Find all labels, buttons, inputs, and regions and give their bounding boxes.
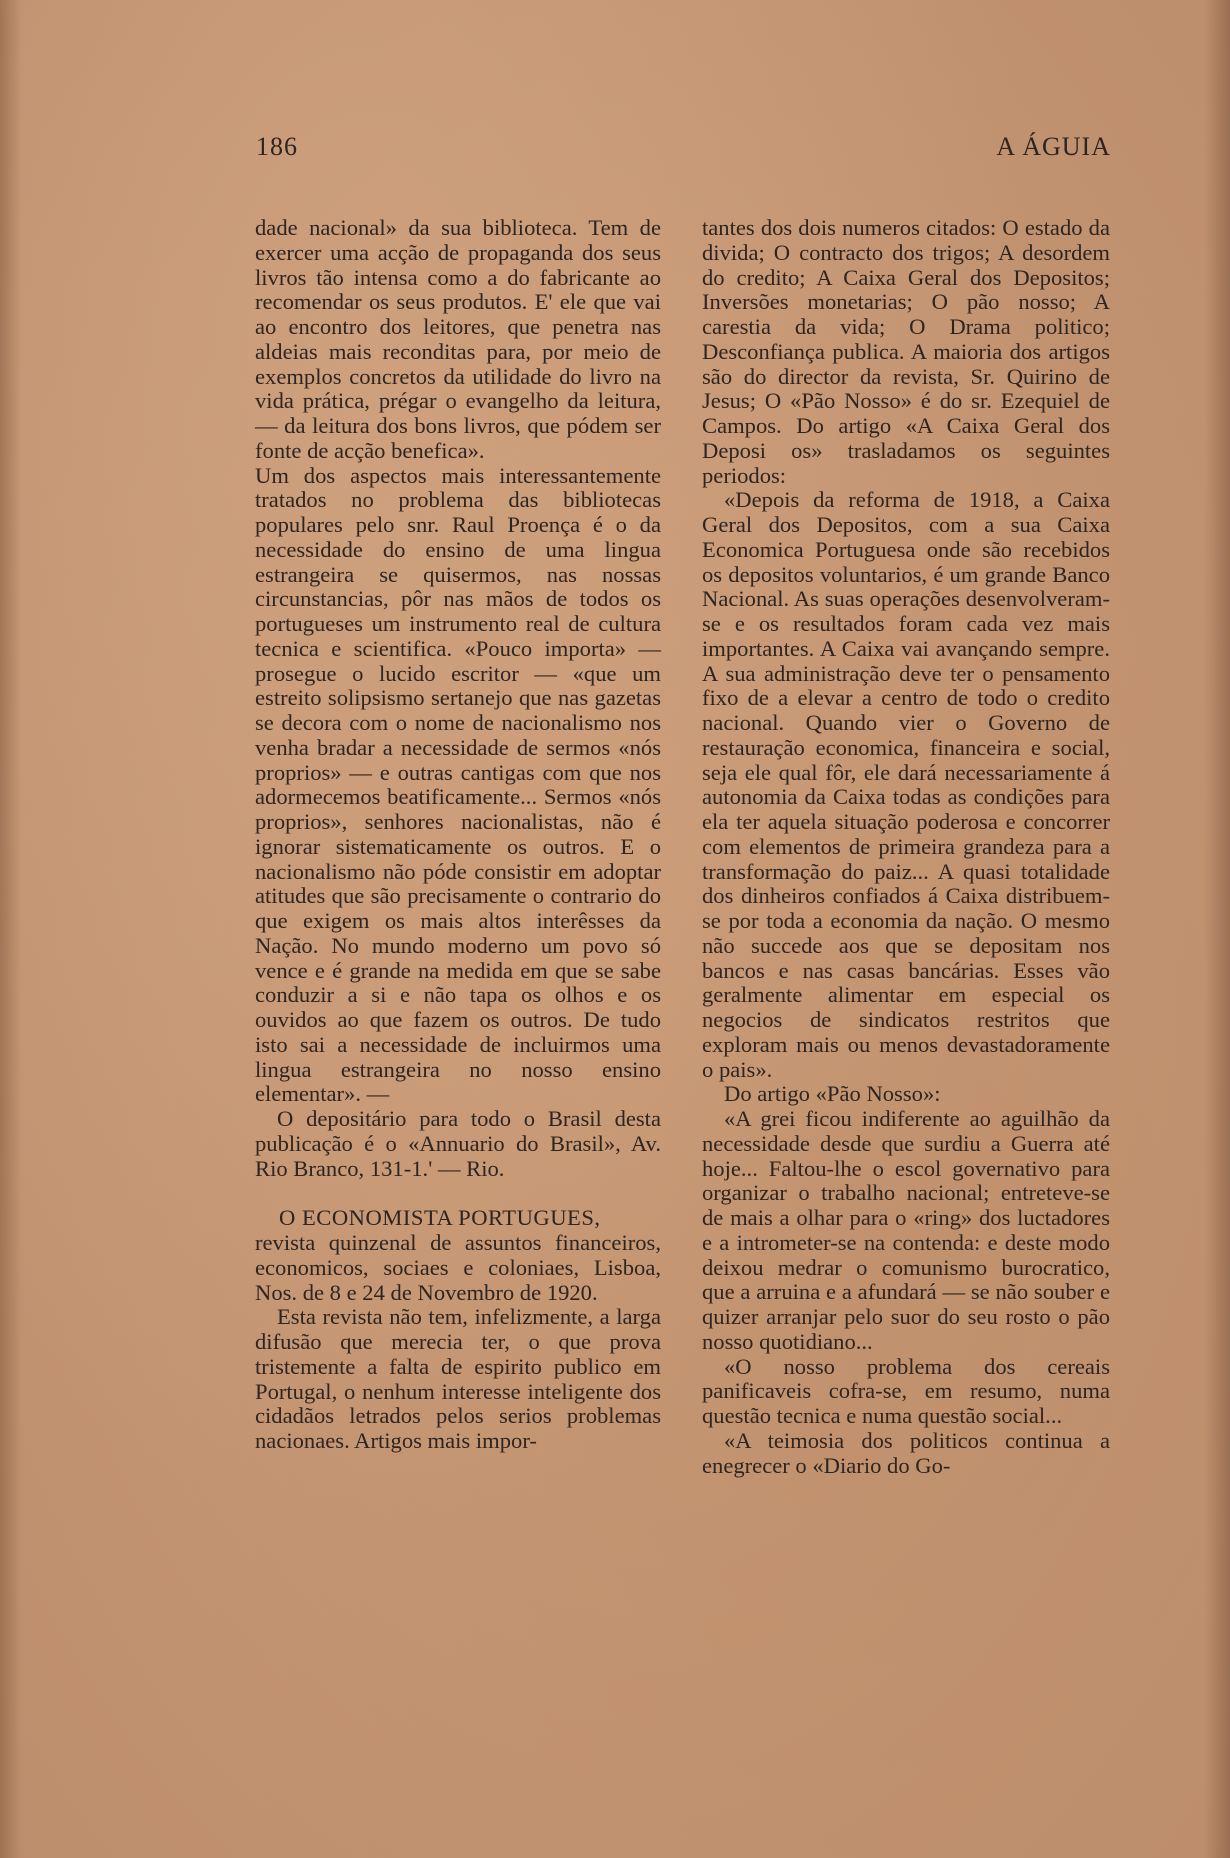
paragraph: «A teimosia dos politicos continua a enegrecer o «Diario do Go- bbox=[702, 1427, 1110, 1478]
page-edge-shadow-left bbox=[0, 0, 22, 1858]
paragraph: tantes dos dois numeros citados: O estado da divida; O contracto dos trigos; A desordem do credito; A Caixa Geral dos Depositos; Inversões monetarias; O pão nosso; A carestia da vida; O Drama politico; Desconfiança publica. A maioria dos artigos são do director da revista, Sr. Quirino de Jesus; O «Pão Nosso» é do sr. Ezequiel de Campos. Do artigo «A Caixa Geral dos Deposi os» trasladamos os seguintes periodos: bbox=[702, 215, 1110, 488]
paragraph: dade nacional» da sua biblioteca. Tem de exercer uma acção de propaganda dos seus livros tão intensa como a do fabricante ao recomendar os seus produtos. E' ele que vai ao encontro dos leitores, que penetra nas aldeias mais reconditas para, por meio de exemplos concretos da utilidade do livro na vida prática, prégar o evangelho da leitura, — da leitura dos bons livros, que pódem ser fonte de acção benefica». bbox=[255, 215, 661, 463]
paragraph: Esta revista não tem, infelizmente, a larga difusão que merecia ter, o que prova tristemente a falta de espirito publico em Portugal, o nenhum interesse inteligente dos cidadãos letrados pelos serios problemas nacionaes. Artigos mais impor- bbox=[255, 1304, 661, 1453]
paragraph: «Depois da reforma de 1918, a Caixa Geral dos Depositos, com a sua Caixa Economica Portuguesa onde são recebidos os depositos voluntarios, é um grande Banco Nacional. As suas operações desenvolveram-se e os resultados foram cada vez mais importantes. A Caixa vai avançando sempre. A sua administração deve ter o pensamento fixo de a elevar a centro de todo o credito nacional. Quando vier o Governo de restauração economica, financeira e social, seja ele qual fôr, ele dará necessariamente á autonomia da Caixa todas as condições para ela ter aquela situação poderosa e concorrer com elementos de primeira grandeza para a transformação do paiz... A quasi totalidade dos dinheiros confiados á Caixa distribuem-se por toda a economia da nação. O mesmo não succede aos que se depositam nos bancos e nas casas bancárias. Esses vão geralmente alimentar em especial os negocios de sindicatos restritos que exploram mais ou menos devastadoramente o pais». bbox=[702, 487, 1110, 1082]
paragraph: revista quinzenal de assuntos financeiros, economicos, sociaes e coloniaes, Lisboa, Nos. de 8 e 24 de Novembro de 1920. bbox=[255, 1230, 661, 1305]
left-column bbox=[255, 216, 661, 1454]
paragraph: «A grei ficou indiferente ao aguilhão da necessidade desde que surdiu a Guerra até hoje... Faltou-lhe o escol governativo para organizar o trabalho nacional; entreteve-se de mais a olhar para o «ring» dos luctadores e a intrometer-se na contenda: e deste modo deixou medrar o comunismo burocratico, que a arruina e a afundará — se não souber e quizer arranjar pelo suor do seu rosto o pão nosso quotidiano... bbox=[702, 1106, 1110, 1354]
right-column bbox=[702, 216, 1110, 1478]
page-edge-shadow-right bbox=[1204, 0, 1230, 1858]
paragraph: Um dos aspectos mais interessantemente tratados no problema das bibliotecas populares pelo snr. Raul Proença é o da necessidade do ensino de uma lingua estrangeira se quisermos, nas nossas circunstancias, pôr nas mãos de todos os portugueses um instrumento real de cultura tecnica e scientifica. «Pouco importa» — prosegue o lucido escritor — «que um estreito solipsismo sertanejo que nas gazetas se decora com o nome de nacionalismo nos venha bradar a necessidade de sermos «nós proprios» — e outras cantigas com que nos adormecemos beatificamente... Sermos «nós proprios», senhores nacionalistas, não é ignorar sistematicamente os outros. E o nacionalismo não póde consistir em adoptar atitudes que são precisamente o contrario do que exigem os mais altos interêsses da Nação. No mundo moderno um povo só vence e é grande na medida em que se sabe conduzir a si e não tapa os olhos e os ouvidos ao que fazem os outros. De tudo isto sai a necessidade de incluirmos uma lingua estrangeira no nosso ensino elementar». — bbox=[255, 462, 661, 1107]
page-number: 186 bbox=[256, 132, 298, 161]
section-heading: O ECONOMISTA PORTUGUES, bbox=[279, 1205, 601, 1231]
running-title: A ÁGUIA bbox=[996, 132, 1111, 161]
page-header bbox=[256, 132, 1111, 172]
paragraph: Do artigo «Pão Nosso»: bbox=[724, 1081, 941, 1107]
paragraph: «O nosso problema dos cereais panificaveis cofra-se, em resumo, numa questão tecnica e numa questão social... bbox=[702, 1353, 1110, 1428]
paragraph: O depositário para todo o Brasil desta publicação é o «Annuario do Brasil», Av. Rio Branco, 131-1.' — Rio. bbox=[255, 1106, 661, 1181]
